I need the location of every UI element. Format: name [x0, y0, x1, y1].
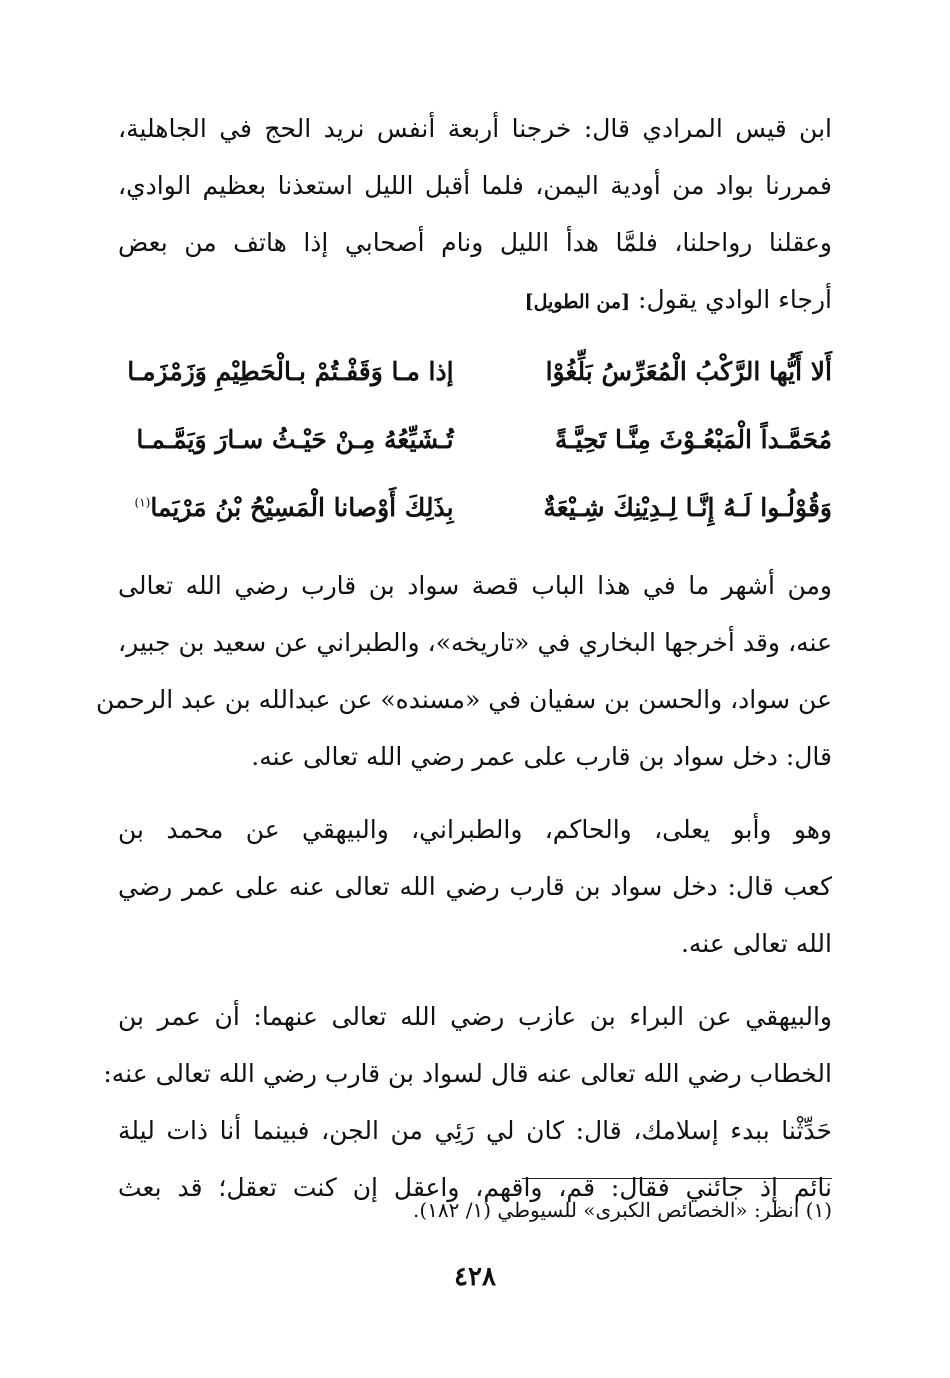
text-line: نائم إذ جائني فقال: قم، واقهم، واعقل إن كنت تعقل؛ قد بعث	[118, 1173, 832, 1202]
verse-first-hemistich: وَقُوْلُـوا لَـهُ إِنَّـا لِـدِيْنِكَ شِـيْعَةٌ	[543, 492, 832, 522]
verse-second-hemistich: تُـشَيِّعُهُ مِـنْ حَيْـثُ سـارَ وَيَمَّـمـا	[136, 424, 454, 454]
text-line: حَدِّثْنا ببدء إسلامك، قال: كان لي رَئِي من الجن، فبينما أنا ذات ليلة	[118, 1116, 832, 1145]
text-line	[118, 271, 832, 331]
verse-second-hemistich	[118, 493, 454, 522]
text-line: وعقلنا رواحلنا، فلمَّا هدأ الليل ونام أصحابي إذا هاتف من بعض	[118, 228, 832, 257]
paragraph	[118, 801, 832, 972]
text-line-content: أرجاء الوادي يقول:	[638, 285, 832, 314]
text-line: عنه، وقد أخرجها البخاري في «تاريخه»، والطبراني عن سعيد بن جبير،	[118, 628, 832, 657]
poem-meter: [من الطويل]	[524, 291, 631, 313]
verse-text: بِذَلِكَ أَوْصانا الْمَسِيْحُ بْنُ مَرْيَما	[150, 492, 454, 522]
verse-first-hemistich: مُحَمَّـداً الْمَبْعُـوْثَ مِنَّـا تَحِيَّـةً	[554, 424, 832, 454]
poem	[118, 337, 832, 541]
footnote-reference[interactable]: (١)	[134, 495, 151, 510]
poem-verse	[118, 337, 832, 405]
text-line: الله تعالى عنه.	[680, 929, 832, 958]
text-line: كعب قال: دخل سواد بن قارب رضي الله تعالى عنه على عمر رضي	[118, 872, 832, 901]
text-line: قال: دخل سواد بن قارب على عمر رضي الله تعالى عنه.	[251, 742, 832, 771]
paragraph	[95, 557, 832, 785]
footnote-divider	[522, 1178, 832, 1179]
poem-verse	[118, 405, 832, 473]
intro-paragraph	[118, 100, 832, 331]
text-line: وهو وأبو يعلى، والحاكم، والطبراني، والبيهقي عن محمد بن	[118, 815, 832, 844]
verse-second-hemistich: إذا مـا وَقَفْـتُمْ بـالْحَطِيْمِ وَزَمْزَمـا	[127, 356, 454, 386]
main-text	[95, 100, 832, 1216]
poem-verse	[118, 473, 832, 541]
footnote: (١) انظر: «الخصائص الكبرى» للسيوطي (١/ ١٨٢).	[413, 1198, 832, 1222]
paragraph	[103, 988, 832, 1216]
text-line: ومن أشهر ما في هذا الباب قصة سواد بن قارب رضي الله تعالى	[118, 571, 832, 600]
page-number: ٤٢٨	[454, 1262, 496, 1292]
text-line: الخطاب رضي الله تعالى عنه قال لسواد بن قارب رضي الله تعالى عنه:	[103, 1059, 832, 1088]
text-line: عن سواد، والحسن بن سفيان في «مسنده» عن عبدالله بن عبد الرحمن	[95, 685, 832, 714]
verse-first-hemistich: أَلا أَيُّها الرَّكْبُ الْمُعَرِّسُ بَلِّغُوْا	[545, 356, 832, 386]
text-line: والبيهقي عن البراء بن عازب رضي الله تعالى عنهما: أن عمر بن	[118, 1002, 832, 1031]
text-line: ابن قيس المرادي قال: خرجنا أربعة أنفس نريد الحج في الجاهلية،	[118, 114, 832, 143]
text-line: فمررنا بواد من أودية اليمن، فلما أقبل الليل استعذنا بعظيم الوادي،	[118, 171, 832, 200]
